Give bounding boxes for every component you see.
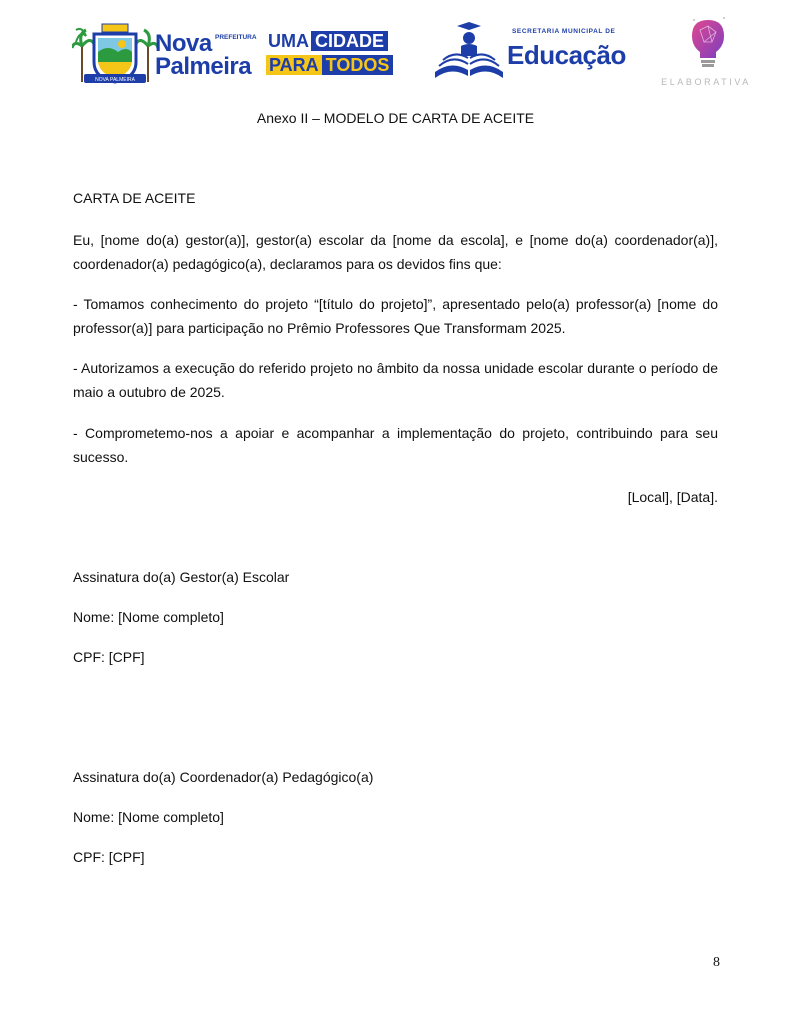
educacao-logo: [507, 28, 637, 78]
slogan-word-cidade: CIDADE: [311, 31, 388, 51]
secretaria-label: SECRETARIA MUNICIPAL DE: [512, 28, 616, 35]
signature-2-cpf: CPF: [CPF]: [73, 849, 145, 865]
signature-1-title: Assinatura do(a) Gestor(a) Escolar: [73, 569, 290, 585]
list-item-2: - Autorizamos a execução do referido projeto no âmbito da nossa unidade escolar durante o período de maio a outubro de 2025.: [73, 360, 718, 400]
crest-motto: NOVA PALMEIRA: [95, 77, 135, 83]
prefeitura-label: PREFEITURA: [215, 34, 257, 41]
signature-1-name: Nome: [Nome completo]: [73, 609, 224, 625]
uma-cidade-para-todos-logo: [266, 30, 408, 78]
page-number: 8: [713, 955, 720, 970]
slogan-word-uma: UMA: [268, 31, 309, 51]
nova-palmeira-crest-logo: [72, 22, 158, 86]
slogan-word-todos: TODOS: [322, 55, 394, 75]
lightbulb-icon: [686, 14, 730, 70]
elaborativa-wordmark: ELABORATIVA: [661, 77, 751, 87]
slogan-word-para: PARA: [266, 55, 322, 75]
page-header: [0, 0, 791, 100]
annex-title: Anexo II – MODELO DE CARTA DE ACEITE: [256, 110, 535, 126]
educacao-label: Educação: [507, 40, 626, 70]
book-graduate-icon: [433, 22, 505, 78]
signature-1-cpf: CPF: [CPF]: [73, 649, 145, 665]
place-date: [Local], [Data].: [627, 489, 718, 505]
nova-palmeira-line2: Palmeira: [155, 53, 252, 80]
letter-heading: CARTA DE ACEITE: [73, 190, 196, 206]
nova-palmeira-logo: [155, 30, 255, 80]
signature-2-title: Assinatura do(a) Coordenador(a) Pedagógico(a): [73, 769, 374, 785]
nova-palmeira-line1: Nova: [155, 30, 212, 57]
list-item-1: - Tomamos conhecimento do projeto “[título do projeto]”, apresentado pelo(a) professor(a) [nome do professor(a)] para participação no Prêmio Professores Que Transformam 2025.: [73, 296, 718, 336]
signature-2-name: Nome: [Nome completo]: [73, 809, 224, 825]
intro-paragraph: Eu, [nome do(a) gestor(a)], gestor(a) escolar da [nome da escola], e [nome do(a) coordenador(a)], coordenador(a) pedagógico(a), declaramos para os devidos fins que:: [73, 232, 718, 272]
list-item-3: - Comprometemo-nos a apoiar e acompanhar a implementação do projeto, contribuindo para seu sucesso.: [73, 425, 718, 465]
